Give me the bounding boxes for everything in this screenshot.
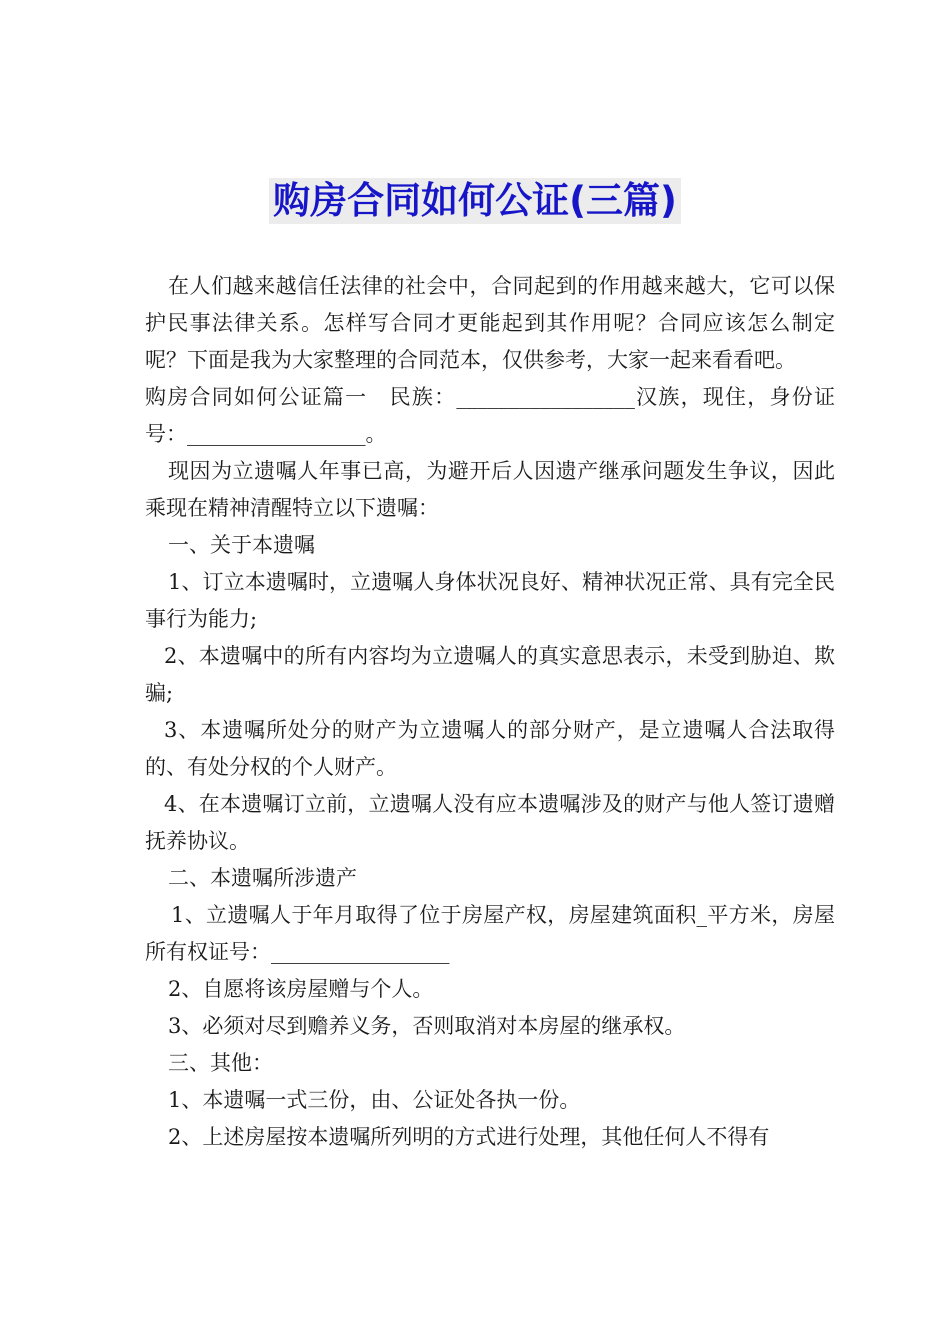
list-item: 1、订立本遗嘱时，立遗嘱人身体状况良好、精神状况正常、具有完全民事行为能力; <box>145 570 835 631</box>
paragraph-reason: 现因为立遗嘱人年事已高，为避开后人因遗产继承问题发生争议，因此乘现在精神清醒特立以下遗嘱： <box>145 459 835 520</box>
list-item: 4、在本遗嘱订立前，立遗嘱人没有应本遗嘱涉及的财产与他人签订遗赠抚养协议。 <box>145 792 835 853</box>
paragraph-section-one: 购房合同如何公证篇一 民族：_________________汉族，现住，身份证号：_________________。 <box>145 385 835 446</box>
heading-about-will: 一、关于本遗嘱 <box>168 533 315 557</box>
list-item: 2、自愿将该房屋赠与个人。 <box>168 977 434 1001</box>
list-item: 1、立遗嘱人于年月取得了位于房屋产权，房屋建筑面积_平方米，房屋所有权证号：_________________ <box>145 903 835 964</box>
list-item: 3、本遗嘱所处分的财产为立遗嘱人的部分财产，是立遗嘱人合法取得的、有处分权的个人财产。 <box>145 718 835 779</box>
list-item: 2、上述房屋按本遗嘱所列明的方式进行处理，其他任何人不得有 <box>168 1125 770 1149</box>
title-wrap <box>0 178 950 224</box>
list-item: 1、本遗嘱一式三份，由、公证处各执一份。 <box>168 1088 581 1112</box>
paragraph-intro: 在人们越来越信任法律的社会中，合同起到的作用越来越大，它可以保护民事法律关系。怎样写合同才更能起到其作用呢？合同应该怎么制定呢？下面是我为大家整理的合同范本，仅供参考，大家一起来看看吧。 <box>145 274 835 372</box>
heading-estate: 二、本遗嘱所涉遗产 <box>168 866 357 890</box>
heading-other: 三、其他： <box>168 1051 273 1075</box>
document-title: 购房合同如何公证(三篇) <box>269 178 681 224</box>
list-item: 2、本遗嘱中的所有内容均为立遗嘱人的真实意思表示，未受到胁迫、欺骗; <box>145 644 835 705</box>
list-item: 3、必须对尽到赡养义务，否则取消对本房屋的继承权。 <box>168 1014 686 1038</box>
document-body <box>145 268 835 1156</box>
